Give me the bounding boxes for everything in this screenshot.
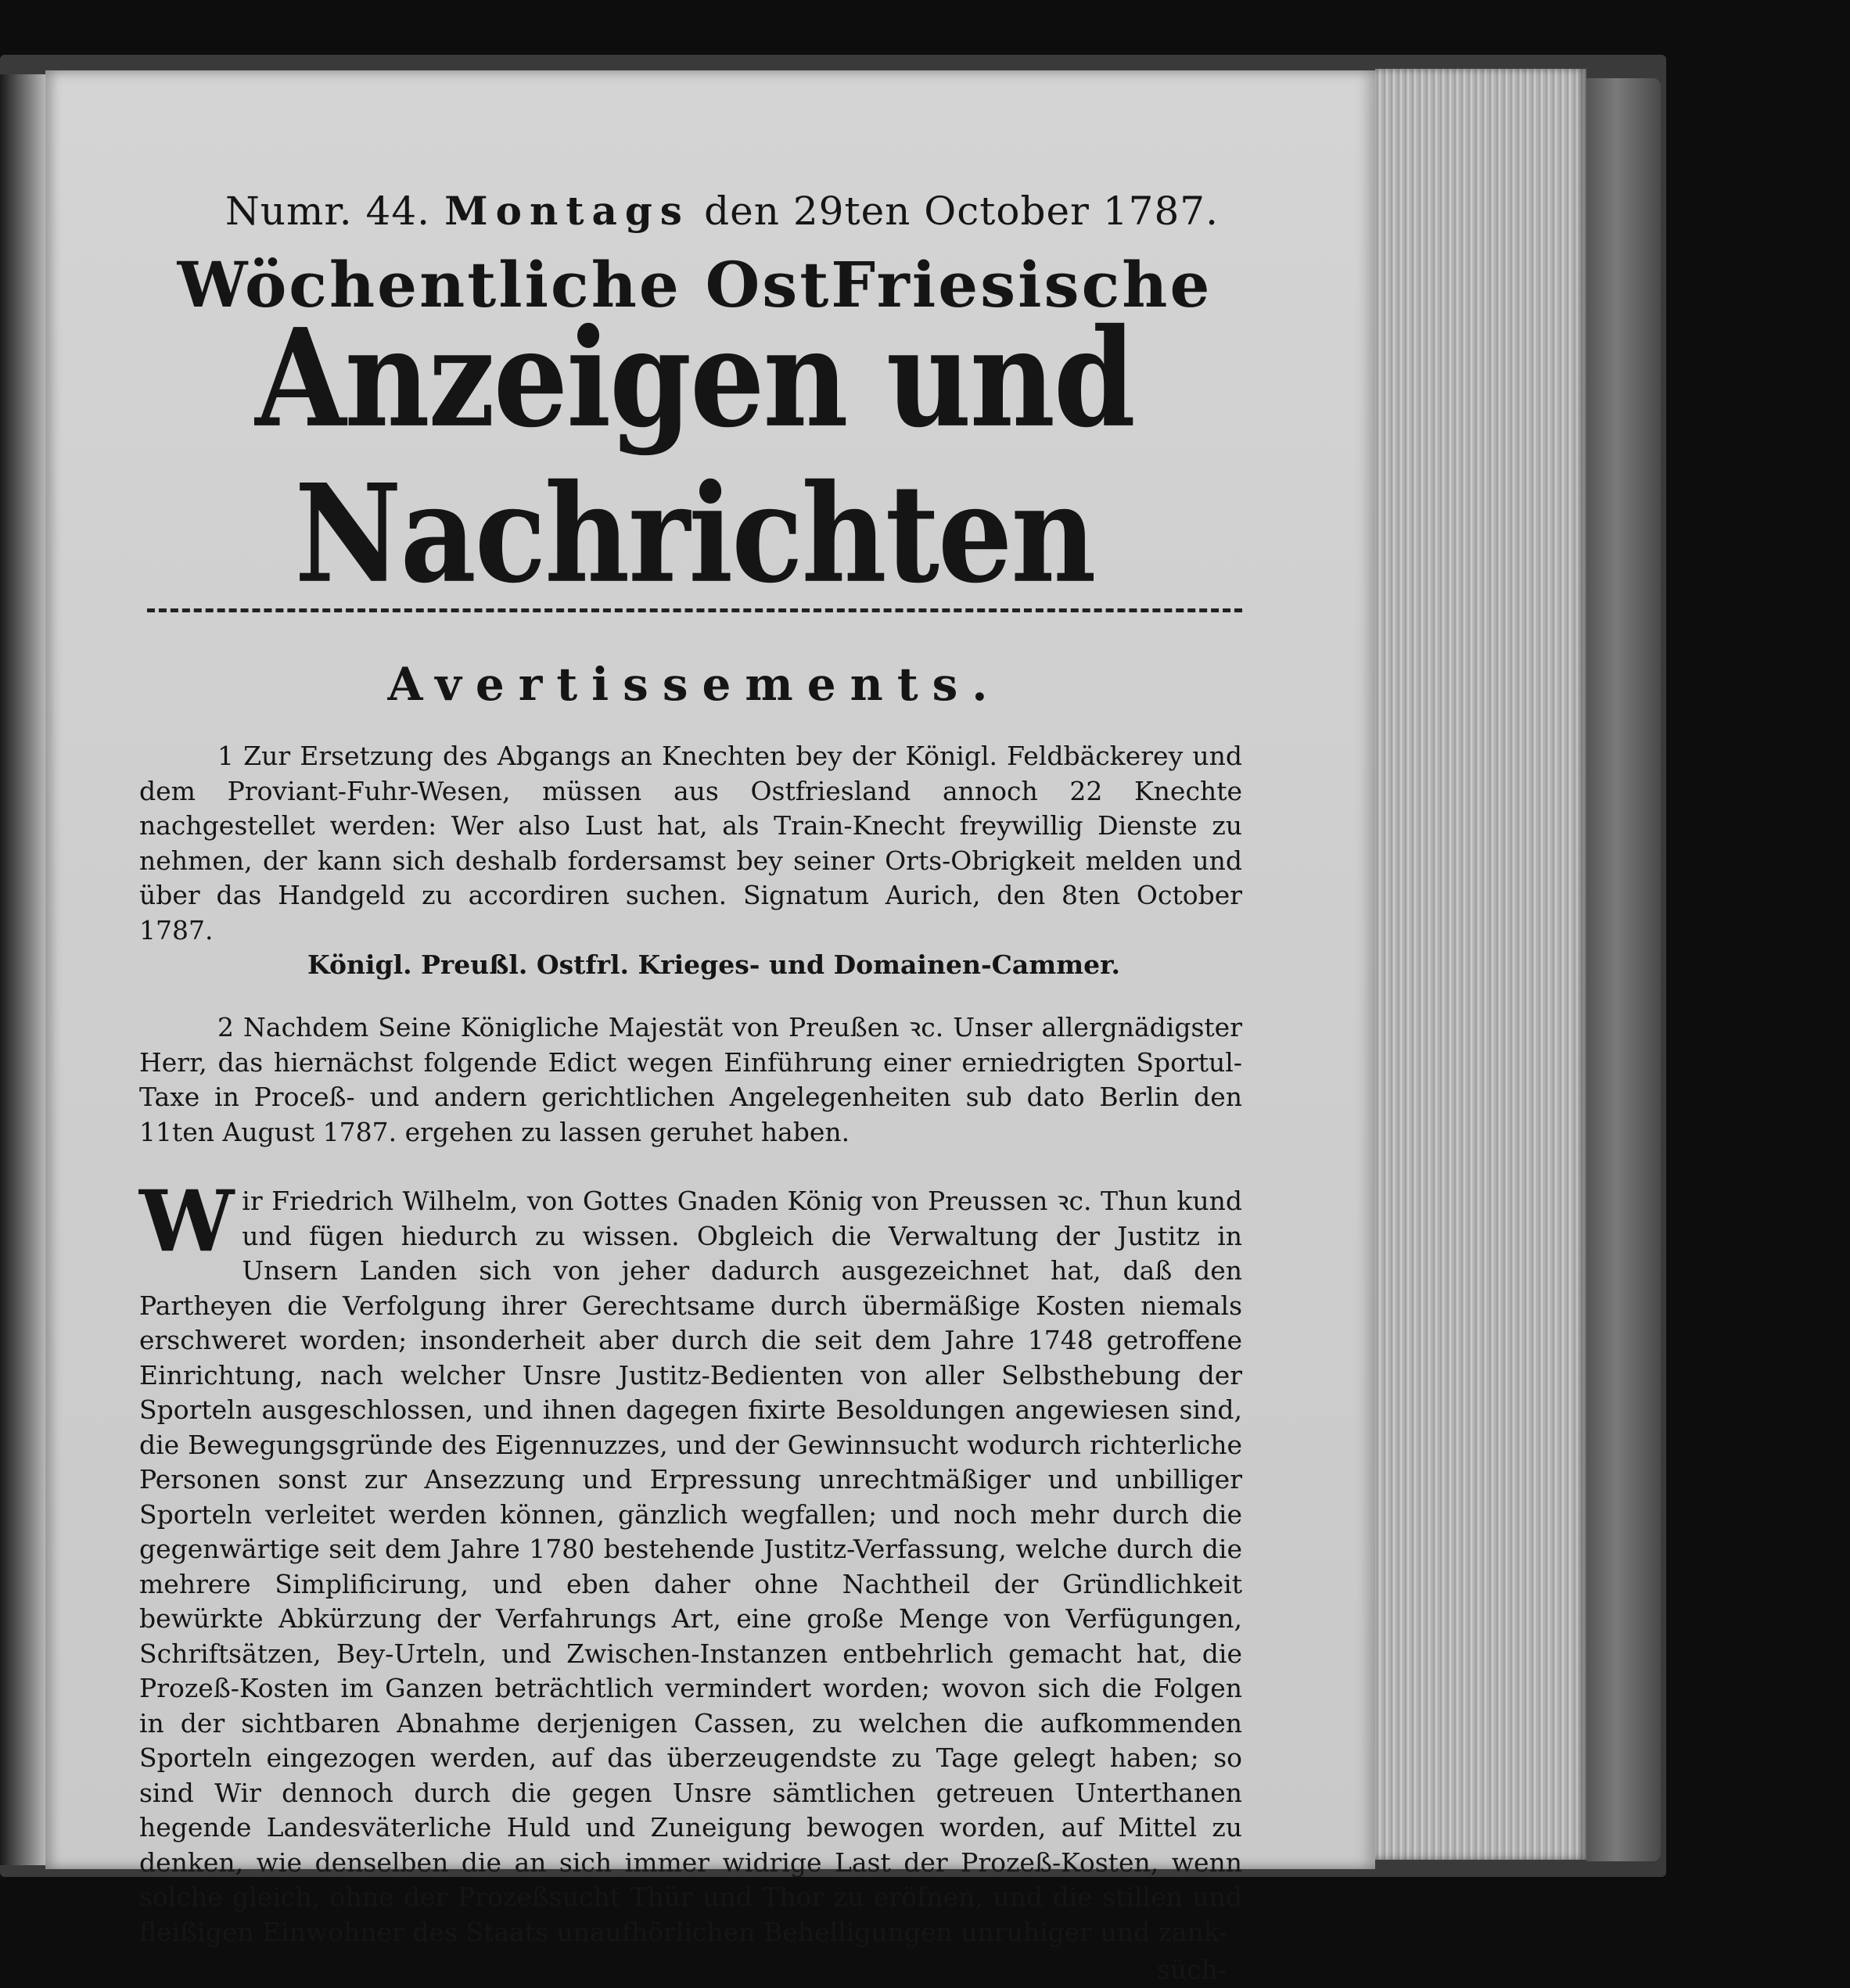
page-stack [1375, 69, 1586, 1860]
section-heading: Avertissements. [387, 658, 1002, 711]
cover-edge [1586, 78, 1661, 1861]
newspaper-title: Anzeigen und Nachrichten [255, 299, 1134, 613]
left-page-edge [0, 74, 47, 1865]
notice-2 [139, 1010, 1250, 1150]
issue-number: Numr. 44. [225, 188, 431, 234]
issue-weekday: Montags [444, 188, 690, 234]
issue-date: den 29ten October 1787. [704, 188, 1219, 234]
decree [139, 1172, 1250, 1988]
newspaper-page [45, 70, 1375, 1985]
notice-1-signature: Königl. Preußl. Ostfrl. Krieges- und Domainen-Cammer. [307, 949, 1120, 980]
decree-text: ir Friedrich Wilhelm, von Gottes Gnaden König von Preussen ꝛc. Thun kund und fügen hiedurch zu wissen. Obgleich die Verwaltung der Justitz in Unsern Landen sich von jeher dadurch ausgezeichnet hat, daß den Partheyen die Verfolgung ihrer Gerechtsame durch übermäßige Kosten niemals erschweret worden; insonderheit aber durch die seit dem Jahre 1748 getroffene Einrichtung, nach welcher Unsre Justitz-Bedienten von aller Selbsthebung der Sporteln ausgeschlossen, und ihnen dagegen fixirte Besoldungen angewiesen sind, die Bewegungsgründe des Eigennuzzes, und der Gewinnsucht wodurch richterliche Personen sonst zur Ansezzung und Erpressung unrechtmäßiger und unbilliger Sporteln verleitet werden können, gänzlich wegfallen; und noch mehr durch die gegenwärtige seit dem Jahre 1780 bestehende Justitz-Verfassung, welche durch die mehrere Simplificirung, und eben daher ohne Nachtheil der Gründlichkeit bewürkte Abkürzung der Verfahrungs Art, eine große Menge von Verfügungen, Schriftsätzen, Bey-Urteln, und Zwischen-Instanzen entbehrlich gemacht hat, die Prozeß-Kosten im Ganzen beträchtlich vermindert worden; wovon sich die Folgen in der sichtbaren Abnahme derjenigen Cassen, zu welchen die aufkommenden Sporteln eingezogen werden, auf das überzeugendste zu Tage gelegt haben; so sind Wir dennoch durch die gegen Unsre sämtlichen getreuen Unterthanen hegende Landesväterliche Huld und Zuneigung bewogen worden, auf Mittel zu denken, wie denselben die an sich immer widrige Last der Prozeß-Kosten, wenn solche gleich, ohne der Prozeßsucht Thür und Thor zu eröfnen, und die stillen und fleißigen Einwohner des Staats unaufhörlichen Behelligungen unruhiger und zank- [139, 1186, 1242, 1947]
notice-1 [139, 739, 1250, 982]
issue-line [139, 188, 1250, 234]
notice-1-text: 1 Zur Ersetzung des Abgangs an Knechten bey der Königl. Feldbäckerey und dem Proviant-Fuhr-Wesen, müssen aus Ostfriesland annoch 22 Knechte nachgestellet werden: Wer also Lust hat, als Train-Knecht freywillig Dienste zu nehmen, der kann sich deshalb fordersamst bey seiner Orts-Obrigkeit melden und über das Handgeld zu accordiren suchen. Signatum Aurich, den 8ten October 1787. [139, 741, 1242, 946]
catchword: süch- [1156, 1954, 1227, 1985]
page-content [139, 188, 1250, 1988]
decree-dropcap: W [139, 1172, 235, 1271]
newspaper-subtitle: Wöchentliche OstFriesische [177, 248, 1212, 321]
notice-2-text: 2 Nachdem Seine Königliche Majestät von Preußen ꝛc. Unser allergnädigster Herr, das hiernächst folgende Edict wegen Einführung einer erniedrigten Sportul-Taxe in Proceß- und andern gerichtlichen Angelegenheiten sub dato Berlin den 11ten August 1787. ergehen zu lassen geruhet haben. [139, 1012, 1242, 1147]
